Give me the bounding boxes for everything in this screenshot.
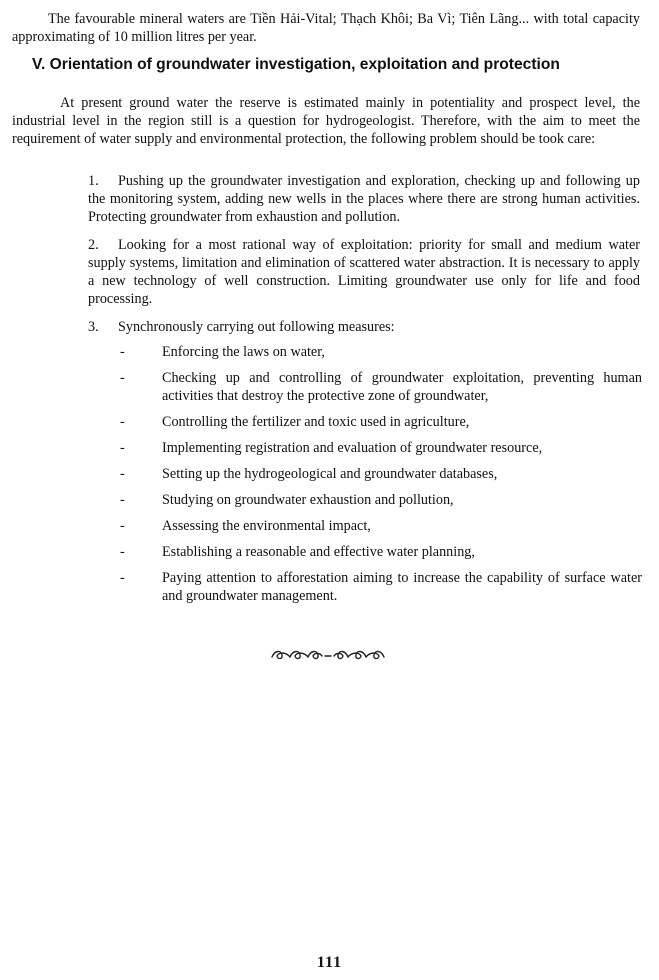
list-item: [120, 465, 642, 483]
numbered-item-2: [88, 236, 640, 308]
list-item-text: Paying attention to afforestation aiming to increase the capability of surface water and groundwater management.: [162, 570, 642, 604]
page-number: 111: [316, 954, 343, 971]
item-text: Looking for a most rational way of exploitation: priority for small and medium water supply systems, limitation and elimination of scattered water abstraction. It is necessary to apply a new technology of well construction. Limiting groundwater use only for life and food processing.: [88, 237, 640, 307]
ornament-divider-icon: [270, 646, 386, 664]
intro-paragraph: The favourable mineral waters are Tiền Hải-Vital; Thạch Khôi; Ba Vì; Tiên Lãng... with total capacity approximating of 10 million litres per year.: [12, 11, 640, 45]
list-item: [120, 369, 642, 405]
list-item-text: Controlling the fertilizer and toxic used in agriculture,: [162, 414, 470, 430]
list-item-text: Setting up the hydrogeological and groundwater databases,: [162, 466, 498, 482]
list-item: [120, 491, 642, 509]
list-item: [120, 543, 642, 561]
numbered-item-1: [88, 172, 640, 226]
item-number: 1.: [88, 173, 99, 189]
list-item: [120, 413, 642, 431]
list-item: [120, 517, 642, 535]
bullet-dash: -: [120, 544, 125, 560]
bullet-dash: -: [120, 492, 125, 508]
bullet-dash: -: [120, 570, 125, 586]
list-item-text: Establishing a reasonable and effective water planning,: [162, 544, 475, 560]
list-item-text: Implementing registration and evaluation of groundwater resource,: [162, 440, 543, 456]
list-item: [120, 439, 642, 457]
list-item-text: Enforcing the laws on water,: [162, 344, 325, 360]
bullet-dash: -: [120, 344, 125, 360]
item-number: 3.: [88, 319, 99, 335]
item-text: Pushing up the groundwater investigation and exploration, checking up and following up the monitoring system, adding new wells in the places where there are strong human activities. Protecting groundwater from exhaustion and pollution.: [88, 173, 640, 225]
bullet-dash: -: [120, 414, 125, 430]
bullet-dash: -: [120, 370, 125, 386]
list-item-text: Assessing the environmental impact,: [162, 518, 371, 534]
list-item-text: Checking up and controlling of groundwater exploitation, preventing human activities that destroy the protective zone of groundwater,: [162, 370, 642, 404]
numbered-item-3: [88, 318, 640, 336]
bullet-dash: -: [120, 466, 125, 482]
list-item: [120, 569, 642, 605]
body-paragraph: At present ground water the reserve is estimated mainly in potentiality and prospect level, the industrial level in the region still is a question for hydrogeologist. Therefore, with the aim to meet the requirement of water supply and environmental protection, the following problem should be took care:: [12, 95, 640, 147]
bullet-dash: -: [120, 518, 125, 534]
list-item-text: Studying on groundwater exhaustion and pollution,: [162, 492, 454, 508]
bullet-dash: -: [120, 440, 125, 456]
measures-list: [120, 343, 642, 605]
item-text: Synchronously carrying out following measures:: [118, 319, 395, 335]
list-item: [120, 343, 642, 361]
item-number: 2.: [88, 237, 99, 253]
section-heading: V. Orientation of groundwater investigation, exploitation and protection: [32, 56, 560, 73]
